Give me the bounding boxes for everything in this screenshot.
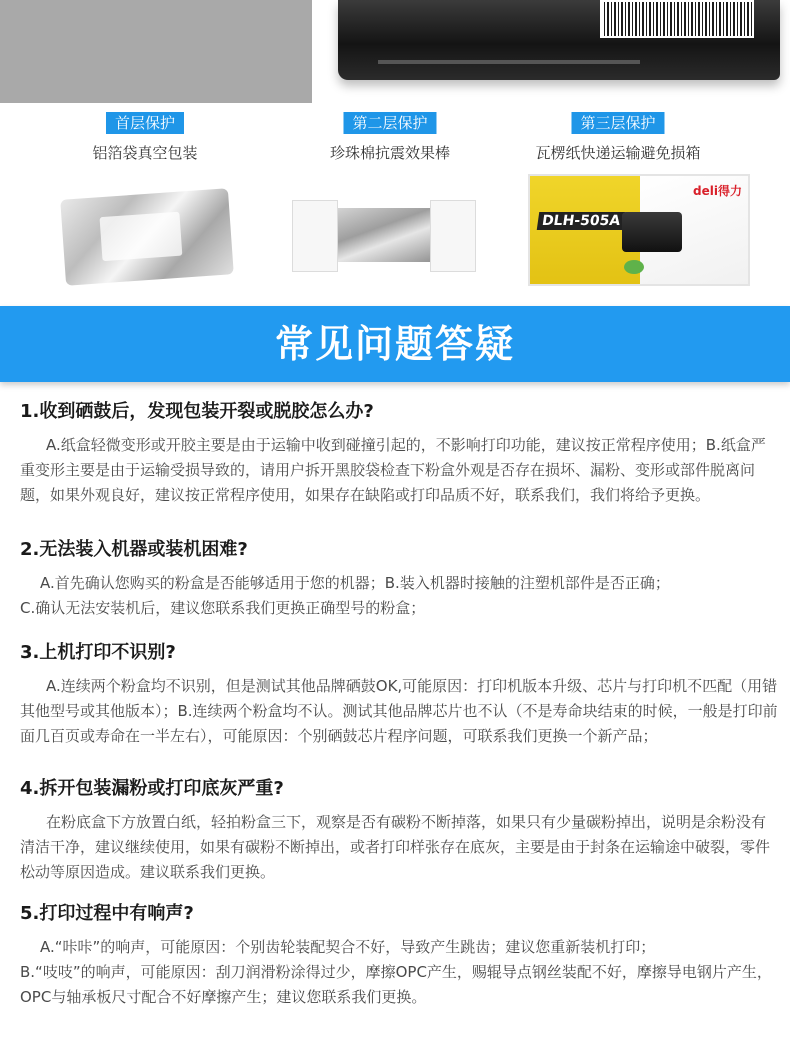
faq-answer: A.纸盒轻微变形或开胶主要是由于运输中收到碰撞引起的，不影响打印功能，建议按正常程序使用；B.纸盒严重变形主要是由于运输受损导致的，请用户拆开黑胶袋检查下粉盒外观是否存在损坏、漏粉、变形或部件脱离问题，如果外观良好，建议按正常程序使用，如果存在缺陷或打印品质不好，联系我们，我们将给予更换。 [20, 436, 766, 504]
layer-badge: 第二层保护 [343, 112, 436, 134]
hero-grey-panel [0, 0, 312, 103]
faq-answer: 在粉底盒下方放置白纸，轻拍粉盒三下，观察是否有碳粉不断掉落，如果只有少量碳粉掉出，说明是余粉没有清洁干净，建议继续使用，如果有碳粉不断掉出，或者打印样张存在底灰，主要是由于封条在运输途中破裂，零件松动等原因造成。建议联系我们更换。 [20, 813, 771, 881]
layer-description: 珍珠棉抗震效果棒 [329, 144, 450, 162]
faq-question: 1.收到硒鼓后，发现包装开裂或脱胶怎么办? [20, 401, 374, 422]
faq-question: 2.无法装入机器或装机困难? [20, 539, 248, 560]
faq-question: 3.上机打印不识别? [20, 642, 176, 663]
wrapped-cartridge [330, 208, 436, 262]
foil-bag-image [60, 188, 234, 286]
cartridge-stripe [378, 60, 640, 64]
protection-layer-1 [25, 108, 265, 298]
foil-bag-label [100, 212, 183, 261]
faq-question: 4.拆开包装漏粉或打印底灰严重? [20, 778, 284, 799]
faq-question: 5.打印过程中有响声? [20, 903, 194, 924]
faq-banner [0, 306, 790, 382]
deli-logo: deli得力 [693, 184, 742, 198]
box-green-badge [624, 260, 644, 274]
layer-description: 瓦楞纸快递运输避免损箱 [535, 144, 701, 162]
layer-badge: 首层保护 [106, 112, 184, 134]
layer-badge: 第三层保护 [571, 112, 664, 134]
faq-title: 常见问题答疑 [274, 322, 515, 366]
packaging-protection-section [0, 108, 790, 298]
protection-layer-3 [498, 108, 742, 298]
faq-item-3 [20, 640, 780, 749]
faq-answer: A.连续两个粉盒均不识别，但是测试其他品牌硒鼓OK,可能原因：打印机版本升级、芯片与打印机不匹配（用错其他型号或其他版本）；B.连续两个粉盒均不认。测试其他品牌芯片也不认（不是寿命块结束的时候，一般是打印前面几百页或寿命在一半左右），可能原因：个别硒鼓芯片程序问题，可联系我们更换一个新产品； [20, 677, 778, 745]
box-model-label: DLH-505A [537, 212, 626, 230]
foam-end-left [292, 200, 338, 272]
faq-item-2 [20, 537, 780, 621]
pearl-foam-image [292, 200, 474, 270]
foam-end-right [430, 200, 476, 272]
corrugated-box-image [528, 174, 750, 286]
faq-item-1 [20, 399, 780, 508]
faq-answer: A.“咔咔”的响声，可能原因：个别齿轮装配契合不好，导致产生跳齿；建议您重新装机打印； B.“吱吱”的响声，可能原因：刮刀润滑粉涂得过少，摩擦OPC产生，赐辊导点钢丝装配不好，摩擦导电钢片产生，OPC与轴承板尺寸配合不好摩擦产生；建议您联系我们更换。 [20, 938, 772, 1006]
box-toner-picture [622, 212, 682, 252]
barcode-label [600, 0, 754, 38]
hero-strip [0, 0, 790, 103]
faq-item-4 [20, 776, 780, 885]
faq-item-5 [20, 901, 780, 1010]
layer-description: 铝箔袋真空包装 [92, 144, 198, 162]
protection-layer-2 [270, 108, 510, 298]
faq-answer: A.首先确认您购买的粉盒是否能够适用于您的机器；B.装入机器时接触的注塑机部件是否正确； C.确认无法安装机后，建议您联系我们更换正确型号的粉盒； [20, 574, 670, 617]
